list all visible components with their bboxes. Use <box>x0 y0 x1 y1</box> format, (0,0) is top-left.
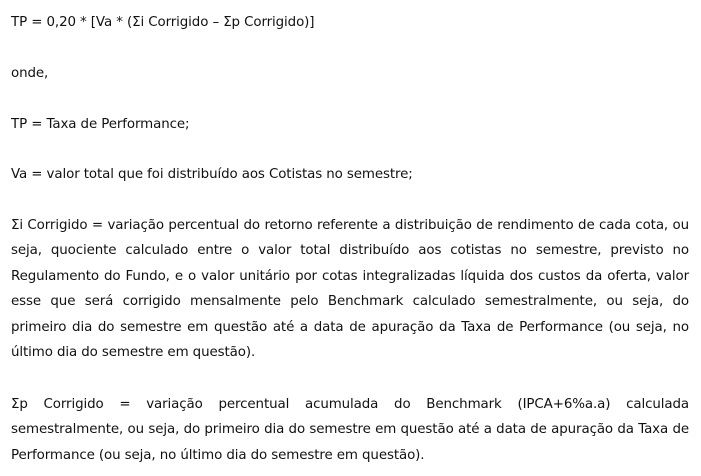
sp-corrigido-definition: Σp Corrigido = variação percentual acumulada do Benchmark (IPCA+6%a.a) calculada semestralmente, ou seja, do primeiro dia do semestre em questão até a data de apuração da Taxa de Performance (ou seja, no último dia do semestre em questão). <box>11 397 689 463</box>
si-corrigido-definition: Σi Corrigido = variação percentual do retorno referente a distribuição de rendimento de cada cota, ou seja, quociente calculado entre o valor total distribuído aos cotistas no semestre, previsto no Regulamento do Fundo, e o valor unitário por cotas integralizadas líquida dos custos da oferta, valor esse que será corrigido mensalmente pelo Benchmark calculado semestralmente, ou seja, do primeiro dia do semestre em questão até a data de apuração da Taxa de Performance (ou seja, no último dia do semestre em questão). <box>11 218 689 361</box>
va-definition: Va = valor total que foi distribuído aos Cotistas no semestre; <box>11 167 413 182</box>
tp-definition: TP = Taxa de Performance; <box>11 117 190 132</box>
where-label: onde, <box>11 66 49 81</box>
performance-fee-formula: TP = 0,20 * [Va * (Σi Corrigido – Σp Corrigido)] <box>11 15 315 30</box>
